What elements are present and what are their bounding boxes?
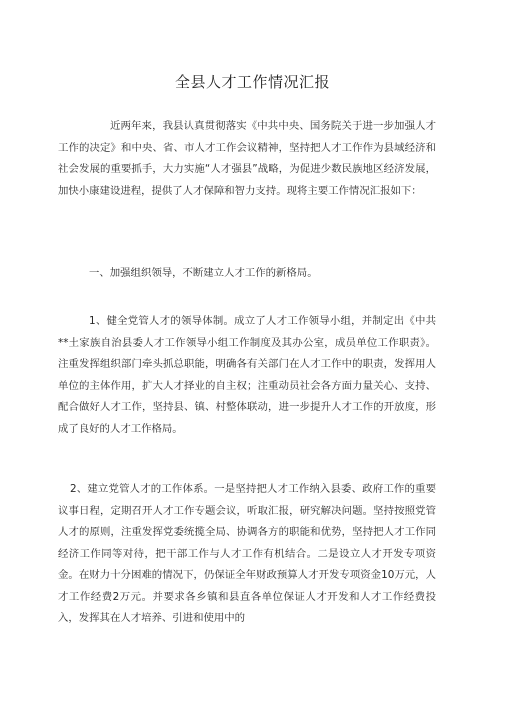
section-heading-1: 一、加强组织领导，不断建立人才工作的新格局。 [89,267,318,279]
document-title: 全县人才工作情况汇报 [174,73,330,91]
subsection-paragraph-2: 2、建立党管人才的工作体系。一是坚持把人才工作纳入县委、政府工作的重要议事日程，定期召开人才工作专题会议，听取汇报，研究解决问题。坚持按照党管人才的原则，注重发挥党委统揽全局、协调各方的职能和优势，坚持把人才工作同经济工作同等对待，把干部工作与人才工作有机结合。二是设立人才开发专项资金。在财力十分困难的情况下，仍保证全年财政预算人才开发专项资金10万元，人才工作经费2万元。并要求各乡镇和县直各单位保证人才开发和人才工作经费投入，发挥其在人才培养、引进和使用中的 [58,483,436,624]
intro-paragraph: 近两年来，我县认真贯彻落实《中共中央、国务院关于进一步加强人才工作的决定》和中央、省、市人才工作会议精神，坚持把人才工作作为县域经济和社会发展的重要抓手，大力实施“人才强县”战略，为促进少数民族地区经济发展，加快小康建设进程，提供了人才保障和智力支持。现将主要工作情况汇报如下： [58,120,436,197]
subsection-paragraph-1: 1、健全党管人才的领导体制。成立了人才工作领导小组，并制定出《中共**土家族自治县委人才工作领导小组工作制度及其办公室，成员单位工作职责》。注重发挥组织部门牵头抓总职能，明确各有关部门在人才工作中的职责，发挥用人单位的主体作用，扩大人才择业的自主权；注重动员社会各方面力量关心、支持、配合做好人才工作，坚持县、镇、村整体联动，进一步提升人才工作的开放度，形成了良好的人才工作格局。 [58,315,436,435]
